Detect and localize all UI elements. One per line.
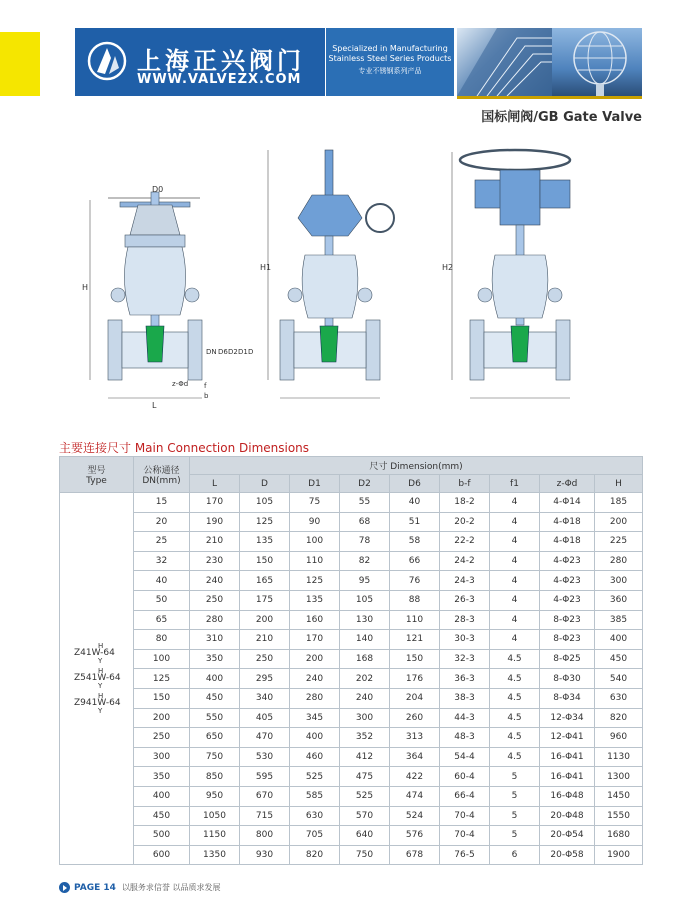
table-row [60,493,643,513]
table-cell: 240 [290,669,340,689]
table-cell: 78 [340,532,390,552]
table-cell: 4 [490,630,540,650]
yellow-accent-tab [0,32,40,96]
table-cell: 474 [390,786,440,806]
table-cell: 300 [595,571,643,591]
label-d1: D1 [238,348,248,356]
table-cell: 5 [490,767,540,787]
table-row [60,649,643,669]
table-cell: 135 [290,590,340,610]
label-l: L [152,401,157,410]
valve-drawings [80,140,640,410]
table-cell: 630 [595,688,643,708]
label-b: b [204,392,209,400]
table-cell: 4 [490,571,540,591]
table-cell: 25 [134,532,190,552]
table-cell: 475 [340,767,390,787]
table-cell: 1050 [190,806,240,826]
table-cell: 5 [490,806,540,826]
table-cell: 4-Φ18 [540,532,595,552]
table-cell: 450 [595,649,643,669]
table-cell: 176 [390,669,440,689]
table-cell: 70-4 [440,826,490,846]
table-cell: 1680 [595,826,643,846]
table-cell: 8-Φ34 [540,688,595,708]
table-cell: 130 [340,610,390,630]
table-cell: 54-4 [440,747,490,767]
table-cell: 4.5 [490,688,540,708]
table-cell: 295 [240,669,290,689]
table-cell: 40 [134,571,190,591]
dimensions-table [59,456,643,865]
table-cell: 525 [340,786,390,806]
table-cell: 800 [240,826,290,846]
table-cell: 4 [490,590,540,610]
type-model-sub: Y [98,707,103,716]
table-cell: 240 [190,571,240,591]
table-cell: 210 [190,532,240,552]
table-row [60,826,643,846]
column-header: H [595,475,643,493]
table-cell: 530 [240,747,290,767]
column-header: b-f [440,475,490,493]
type-model-main: Z541W-64 [74,673,121,684]
table-cell: 165 [240,571,290,591]
table-cell: 1550 [595,806,643,826]
table-cell: 20 [134,512,190,532]
table-cell: 4.5 [490,669,540,689]
table-cell: 6 [490,845,540,865]
label-d6: D6 [218,348,228,356]
table-cell: 135 [240,532,290,552]
table-cell: 5 [490,786,540,806]
valve-electric-drawing [452,150,570,398]
table-cell: 400 [290,728,340,748]
page-footer [59,882,220,893]
table-cell: 50 [134,590,190,610]
table-cell: 280 [190,610,240,630]
table-cell: 715 [240,806,290,826]
table-cell: 202 [340,669,390,689]
table-cell: 385 [595,610,643,630]
table-cell: 110 [390,610,440,630]
table-cell: 200 [595,512,643,532]
yoke [130,205,180,235]
table-cell: 88 [390,590,440,610]
gearbox [298,195,362,236]
valve-gear-drawing [268,150,394,398]
brand-website: WWW.VALVEZX.COM [137,72,302,87]
table-cell: 300 [340,708,390,728]
table-row [60,845,643,865]
table-cell: 8-Φ23 [540,610,595,630]
table-cell: 75 [290,493,340,513]
table-cell: 1350 [190,845,240,865]
globe-sculpture-graphic [552,28,642,96]
table-cell: 18-2 [440,493,490,513]
page-number: PAGE 14 [74,882,116,893]
table-row [60,747,643,767]
table-cell: 4-Φ23 [540,551,595,571]
table-cell: 140 [340,630,390,650]
table-cell: 105 [240,493,290,513]
table-cell: 450 [190,688,240,708]
table-cell: 540 [595,669,643,689]
section-title: 主要连接尺寸 Main Connection Dimensions [59,441,310,455]
label-dn: DN [206,348,217,356]
building-graphic [457,28,552,96]
header-type-en: Type [86,476,107,486]
type-model [60,643,133,664]
table-cell: 313 [390,728,440,748]
table-cell: 65 [134,610,190,630]
table-cell: 360 [595,590,643,610]
table-cell: 200 [134,708,190,728]
header-type-cn: 型号 [87,466,106,476]
table-cell: 450 [134,806,190,826]
table-row [60,551,643,571]
table-cell: 66 [390,551,440,571]
tagline-box [326,28,454,96]
table-row [60,571,643,591]
table-cell: 68 [340,512,390,532]
table-row [60,806,643,826]
bonnet-body [124,247,185,315]
table-row [60,786,643,806]
table-cell: 352 [340,728,390,748]
header-photo-building [457,28,552,96]
table-cell: 32 [134,551,190,571]
table-cell: 82 [340,551,390,571]
table-cell: 1450 [595,786,643,806]
table-cell: 4.5 [490,747,540,767]
table-cell: 750 [190,747,240,767]
play-arrow-icon [59,882,70,893]
table-row [60,688,643,708]
label-h2: H2 [442,263,454,272]
table-cell: 570 [340,806,390,826]
table-cell: 600 [134,845,190,865]
table-cell: 150 [240,551,290,571]
table-cell: 640 [340,826,390,846]
actuator-handwheel [460,150,570,170]
label-d2: D2 [228,348,238,356]
table-cell: 20-Φ48 [540,806,595,826]
table-row [60,610,643,630]
product-title: 国标闸阀/GB Gate Valve [481,110,642,125]
table-cell: 125 [290,571,340,591]
table-cell: 550 [190,708,240,728]
table-cell: 400 [134,786,190,806]
label-h: H [82,283,89,292]
table-cell: 76 [390,571,440,591]
tagline-line2: Stainless Steel Series Products [328,54,452,63]
table-cell: 1130 [595,747,643,767]
table-cell: 185 [595,493,643,513]
table-cell: 250 [240,649,290,669]
type-model-main: Z941W-64 [74,698,121,709]
type-model-sub: Y [98,682,103,691]
table-cell: 950 [190,786,240,806]
table-cell: 4.5 [490,649,540,669]
header-dn [134,457,190,493]
table-cell: 524 [390,806,440,826]
header-dn-en: DN(mm) [142,476,181,486]
table-cell: 250 [134,728,190,748]
label-d0: D0 [152,185,164,194]
table-cell: 16-Φ41 [540,767,595,787]
table-cell: 200 [240,610,290,630]
table-cell: 4-Φ14 [540,493,595,513]
table-cell: 1150 [190,826,240,846]
table-cell: 1900 [595,845,643,865]
table-cell: 4-Φ18 [540,512,595,532]
table-cell: 76-5 [440,845,490,865]
table-cell: 820 [290,845,340,865]
table-cell: 175 [240,590,290,610]
table-cell: 500 [134,826,190,846]
left-flange [108,320,122,380]
table-cell: 470 [240,728,290,748]
table-row [60,708,643,728]
column-header: D1 [290,475,340,493]
table-cell: 58 [390,532,440,552]
table-cell: 4.5 [490,708,540,728]
valve-handwheel-drawing [90,192,202,398]
table-cell: 678 [390,845,440,865]
table-cell: 1300 [595,767,643,787]
table-row [60,512,643,532]
table-cell: 12-Φ41 [540,728,595,748]
table-cell: 670 [240,786,290,806]
table-cell: 121 [390,630,440,650]
table-row [60,669,643,689]
label-f: f [204,382,207,390]
table-cell: 8-Φ23 [540,630,595,650]
header-dimension: 尺寸 Dimension(mm) [190,457,643,475]
table-cell: 850 [190,767,240,787]
header-gold-bar [457,96,642,99]
column-header: z-Φd [540,475,595,493]
table-cell: 300 [134,747,190,767]
type-model-sub: Y [98,657,103,666]
table-cell: 4 [490,610,540,630]
column-header: D6 [390,475,440,493]
tagline-cn: 专业不锈钢系列产品 [358,67,422,75]
table-cell: 16-Φ41 [540,747,595,767]
table-cell: 412 [340,747,390,767]
table-cell: 32-3 [440,649,490,669]
type-model-main: Z41W-64 [74,648,115,659]
table-cell: 310 [190,630,240,650]
type-cell [60,493,134,865]
table-cell: 110 [290,551,340,571]
type-model [60,693,133,714]
table-cell: 5 [490,826,540,846]
table-cell: 422 [390,767,440,787]
table-cell: 12-Φ34 [540,708,595,728]
table-cell: 240 [340,688,390,708]
table-cell: 44-3 [440,708,490,728]
table-cell: 26-3 [440,590,490,610]
company-logo-icon [87,38,127,84]
table-cell: 4 [490,532,540,552]
table-cell: 595 [240,767,290,787]
table-cell: 55 [340,493,390,513]
label-h1: H1 [260,263,272,272]
table-cell: 60-4 [440,767,490,787]
footer-slogan: 以服务求信誉 以品质求发展 [121,883,221,892]
label-d: D [248,348,254,356]
bonnet-flange [125,235,185,247]
table-cell: 22-2 [440,532,490,552]
table-cell: 170 [290,630,340,650]
table-cell: 4 [490,551,540,571]
table-cell: 190 [190,512,240,532]
column-header: f1 [490,475,540,493]
table-cell: 460 [290,747,340,767]
table-cell: 170 [190,493,240,513]
table-cell: 125 [134,669,190,689]
right-flange [188,320,202,380]
table-cell: 28-3 [440,610,490,630]
table-cell: 364 [390,747,440,767]
column-header: D2 [340,475,390,493]
table-cell: 960 [595,728,643,748]
table-cell: 4 [490,493,540,513]
table-cell: 16-Φ48 [540,786,595,806]
table-cell: 280 [595,551,643,571]
table-cell: 160 [290,610,340,630]
table-cell: 8-Φ25 [540,649,595,669]
table-cell: 105 [340,590,390,610]
type-model-sup: H [98,667,104,676]
table-cell: 4-Φ23 [540,590,595,610]
table-cell: 15 [134,493,190,513]
table-cell: 4 [490,512,540,532]
table-cell: 250 [190,590,240,610]
table-cell: 650 [190,728,240,748]
type-model [60,668,133,689]
table-cell: 125 [240,512,290,532]
table-cell: 405 [240,708,290,728]
table-cell: 576 [390,826,440,846]
table-cell: 200 [290,649,340,669]
column-header: D [240,475,290,493]
column-header: L [190,475,240,493]
table-cell: 4.5 [490,728,540,748]
gear-stem [325,150,333,200]
header-dn-cn: 公称通径 [143,466,180,476]
table-cell: 930 [240,845,290,865]
brand-banner [75,28,325,96]
table-cell: 705 [290,826,340,846]
table-cell: 36-3 [440,669,490,689]
header-type [60,457,134,493]
table-cell: 30-3 [440,630,490,650]
table-cell: 90 [290,512,340,532]
brand-name-cn: 上海正兴阀门 [137,47,305,75]
table-cell: 150 [134,688,190,708]
table-cell: 225 [595,532,643,552]
table-cell: 630 [290,806,340,826]
table-row [60,630,643,650]
table-cell: 340 [240,688,290,708]
table-cell: 210 [240,630,290,650]
label-z-d: z-Φd [172,380,189,388]
table-cell: 350 [190,649,240,669]
table-cell: 150 [390,649,440,669]
table-cell: 100 [134,649,190,669]
header-photo-globe [552,28,642,96]
table-cell: 20-Φ58 [540,845,595,865]
gate-wedge [146,326,164,362]
table-row [60,728,643,748]
type-model-sup: H [98,642,104,651]
table-cell: 820 [595,708,643,728]
table-cell: 204 [390,688,440,708]
table-row [60,767,643,787]
table-cell: 345 [290,708,340,728]
table-cell: 51 [390,512,440,532]
tagline-line1: Specialized in Manufacturing [332,44,448,53]
table-cell: 38-3 [440,688,490,708]
table-cell: 24-3 [440,571,490,591]
actuator-side-right [540,180,570,208]
table-cell: 95 [340,571,390,591]
table-row [60,532,643,552]
table-cell: 8-Φ30 [540,669,595,689]
table-cell: 70-4 [440,806,490,826]
table-cell: 525 [290,767,340,787]
table-cell: 24-2 [440,551,490,571]
table-cell: 585 [290,786,340,806]
table-cell: 20-2 [440,512,490,532]
actuator-body [500,170,540,225]
table-cell: 400 [595,630,643,650]
table-cell: 48-3 [440,728,490,748]
table-cell: 230 [190,551,240,571]
table-cell: 260 [390,708,440,728]
gear-handwheel [366,204,394,232]
type-model-sup: H [98,692,104,701]
table-body [60,493,643,865]
table-cell: 400 [190,669,240,689]
table-cell: 168 [340,649,390,669]
table-cell: 100 [290,532,340,552]
table-row [60,590,643,610]
table-cell: 750 [340,845,390,865]
table-cell: 66-4 [440,786,490,806]
table-cell: 40 [390,493,440,513]
table-cell: 350 [134,767,190,787]
table-cell: 280 [290,688,340,708]
table-cell: 20-Φ54 [540,826,595,846]
table-cell: 4-Φ23 [540,571,595,591]
table-cell: 80 [134,630,190,650]
